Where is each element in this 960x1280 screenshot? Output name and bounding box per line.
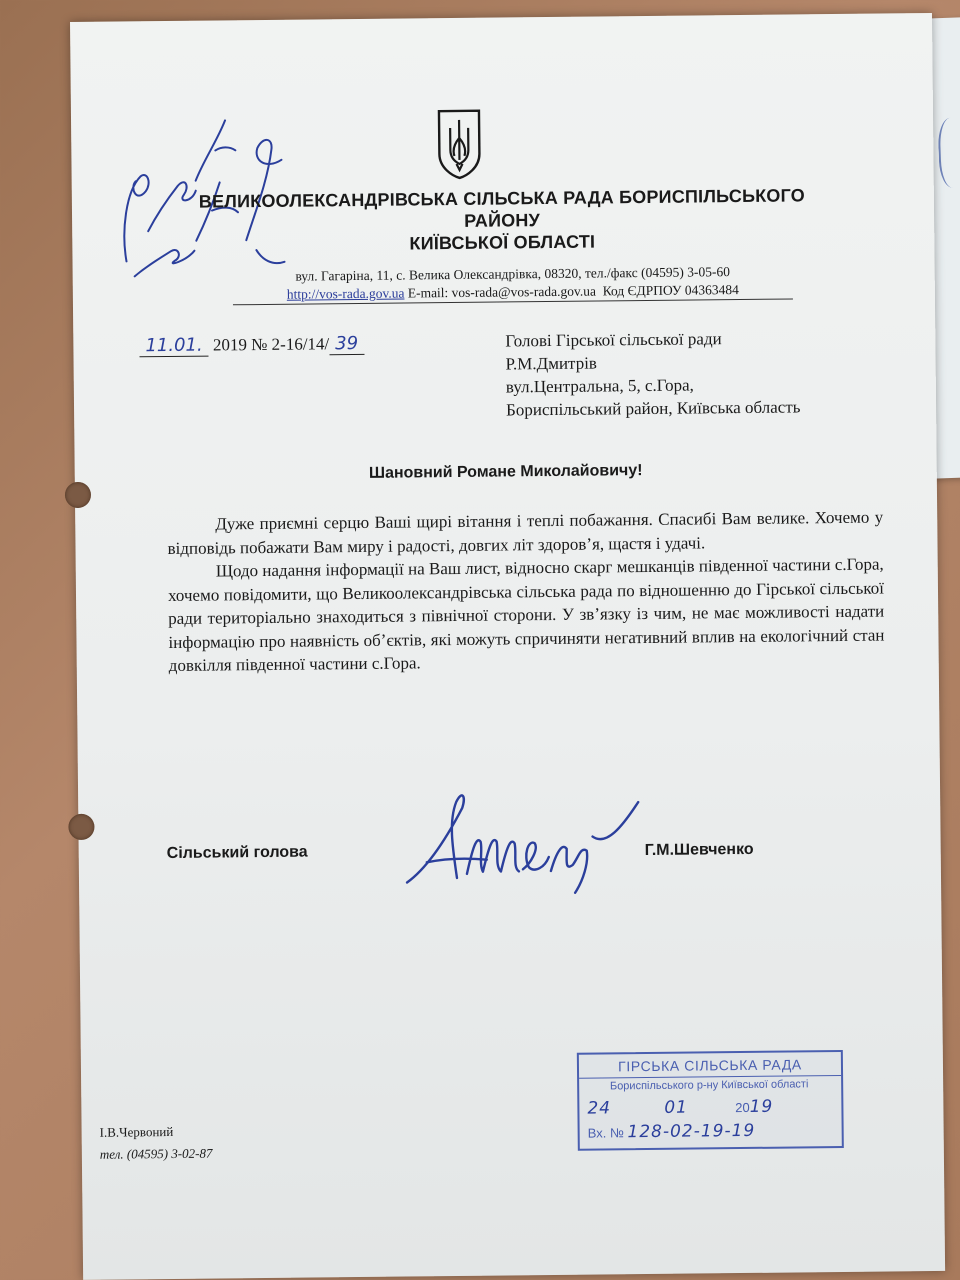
executor-phone: тел. (04595) 3-02-87 [99,1145,213,1162]
org-line-3: КИЇВСЬКОЇ ОБЛАСТІ [409,231,596,254]
stamp-registration [588,1121,756,1143]
stamp-year-prefix: 20 [735,1099,750,1116]
stamp-subtitle: Бориспільського р-ну Київської області [609,1078,809,1093]
coat-of-arms-icon [436,108,483,180]
outgoing-date: 11.01. [139,335,208,358]
email-text: E-mail: vos-rada@vos-rada.gov.ua [407,283,596,301]
stamp-title: ГІРСЬКА СІЛЬСЬКА РАДА [579,1056,841,1079]
stamp-reg-number: 128-02-19-19 [627,1120,756,1143]
signatory-name: Г.М.Шевченко [644,840,754,860]
outgoing-year-number: 2019 № 2-16/14/ [212,334,330,355]
organization-name [162,184,843,257]
executor-name: І.В.Червоний [99,1123,174,1140]
stamp-year-suffix: 19 [749,1096,774,1117]
handwritten-signature [396,776,657,909]
body-paragraph-2: Щодо надання інформації на Ваш лист, відносно скарг мешканців південної частини с.Гора, хочемо повідомити, що Великоолександрівська сільська рада по відношенню до Гірської сільської ради територіально знаходиться з північної сторони. У зв’язку із чим, не має можливості надати інформацію про наявність об’єктів, які можуть спричиняти негативний вплив на екологічний стан довкілля південної частини с.Гора. [167,554,885,676]
address-line: вул. Гагаріна, 11, с. Велика Олександрівка, 08320, тел./факс (04595) 3-05-60 [295,264,730,284]
addressee-line-1: Голові Гірської сільської ради [505,329,722,351]
incoming-registration-stamp [577,1050,844,1151]
executor-info [100,1121,213,1166]
stamp-day: 24 [587,1098,612,1119]
letter-sheet [70,13,945,1280]
addressee-line-4: Бориспільський район, Київська область [505,397,801,420]
stamp-date [587,1097,773,1119]
org-line-1: ВЕЛИКООЛЕКСАНДРІВСЬКА СІЛЬСЬКА РАДА БОРИСПІЛЬСЬКОГО [198,185,806,212]
outgoing-number: 39 [329,333,364,355]
greeting: Шановний Романе Миколайовичу! [368,462,643,482]
punch-hole-bottom [68,814,94,840]
addressee-block [505,326,800,421]
website-link[interactable]: http://vos-rada.gov.ua [286,285,405,302]
background-ink-mark [937,117,960,188]
body-paragraph-1: Дуже приємні серцю Ваші щирі вітання і теплі побажання. Спасибі Вам велике. Хочемо у відповідь побажати Вам миру і радості, довгих літ здоров’я, щастя і удачі. [167,507,884,558]
addressee-line-2: Р.М.Дмитрів [505,353,597,374]
signatory-position: Сільський голова [166,843,308,863]
org-line-2: РАЙОНУ [464,210,541,231]
stamp-month: 01 [664,1097,689,1118]
addressee-line-3: вул.Центральна, 5, с.Гора, [505,375,694,397]
letter-body [167,506,885,678]
stamp-reg-label: Вх. № [587,1125,624,1141]
letterhead-contacts [233,262,793,305]
edrpou-code: Код ЄДРПОУ 04363484 [602,282,739,299]
outgoing-reference [139,333,364,356]
